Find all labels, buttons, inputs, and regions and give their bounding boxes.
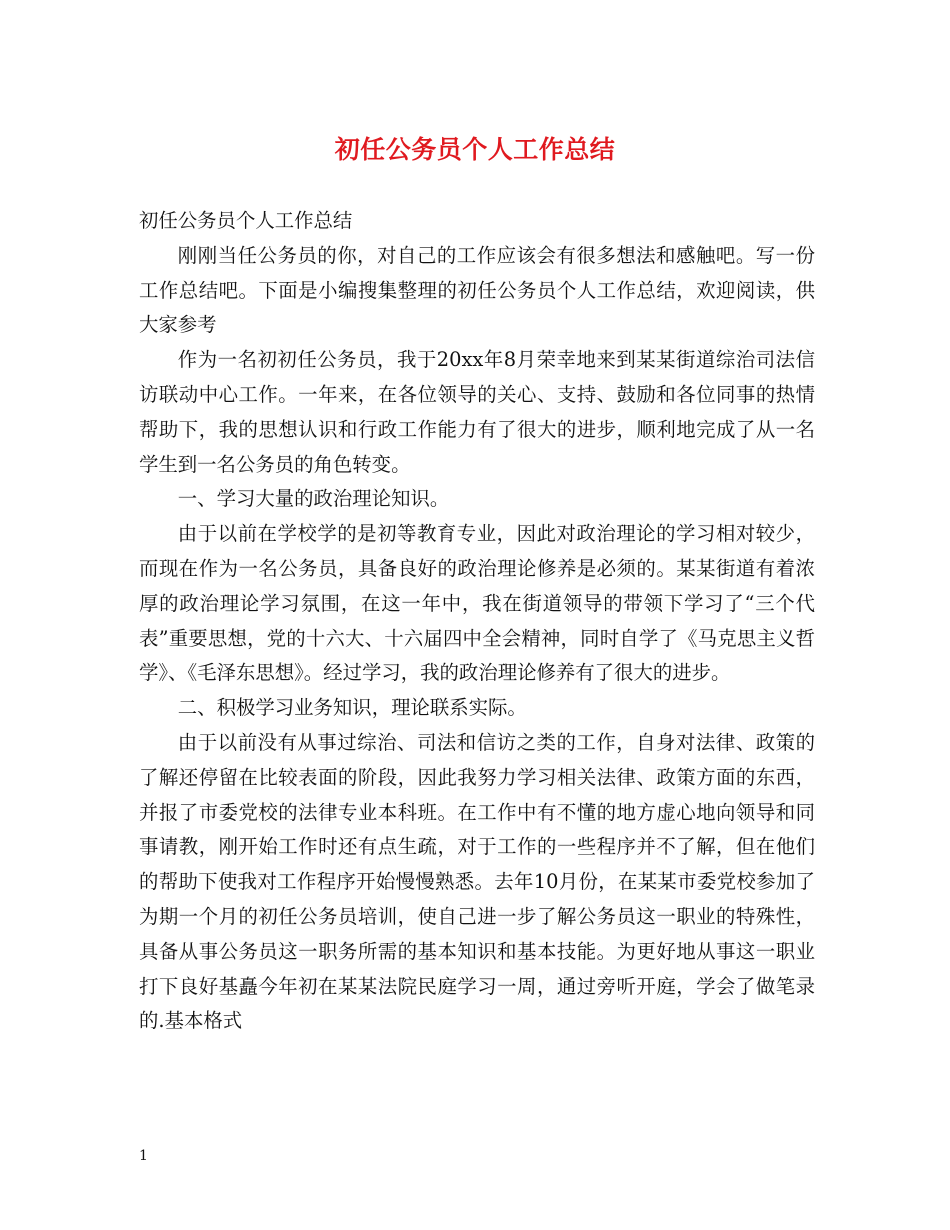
document-title: 初任公务员个人工作总结 [334,135,616,164]
document-body [139,204,815,1039]
paragraph: 由于以前没有从事过综治、司法和信访之类的工作，自身对法律、政策的了解还停留在比较表面的阶段，因此我努力学习相关法律、政策方面的东西，并报了市委党校的法律专业本科班。在工作中有不懂的地方虚心地向领导和同事请教，刚开始工作时还有点生疏，对于工作的一些程序并不了解，但在他们的帮助下使我对工作程序开始慢慢熟悉。去年10月份，在某某市委党校参加了为期一个月的初任公务员培训，使自己进一步了解公务员这一职业的特殊性，具备从事公务员这一职务所需的基本知识和基本技能。为更好地从事这一职业打下良好基矗今年初在某某法院民庭学习一周，通过旁听开庭，学会了做笔录的.基本格式 [139,730,815,1033]
page-number: 1 [139,1148,148,1164]
section-heading: 一、学习大量的政治理论知识。 [177,487,450,511]
paragraph: 刚刚当任公务员的你，对自己的工作应该会有很多想法和感触吧。写一份工作总结吧。下面是小编搜集整理的初任公务员个人工作总结，欢迎阅读，供大家参考 [139,243,815,337]
section-heading: 二、积极学习业务知识，理论联系实际。 [177,696,527,720]
paragraph: 由于以前在学校学的是初等教育专业，因此对政治理论的学习相对较少，而现在作为一名公务员，具备良好的政治理论修养是必须的。某某街道有着浓厚的政治理论学习氛围，在这一年中，我在街道领导的带领下学习了“三个代表”重要思想，党的十六大、十六届四中全会精神，同时自学了《马克思主义哲学》、《毛泽东思想》。经过学习，我的政治理论修养有了很大的进步。 [139,522,815,685]
paragraph: 初任公务员个人工作总结 [139,209,353,232]
paragraph: 作为一名初初任公务员，我于20xx年8月荣幸地来到某某街道综治司法信访联动中心工作。一年来，在各位领导的关心、支持、鼓励和各位同事的热情帮助下，我的思想认识和行政工作能力有了很大的进步，顺利地完成了从一名学生到一名公务员的角色转变。 [139,348,815,476]
